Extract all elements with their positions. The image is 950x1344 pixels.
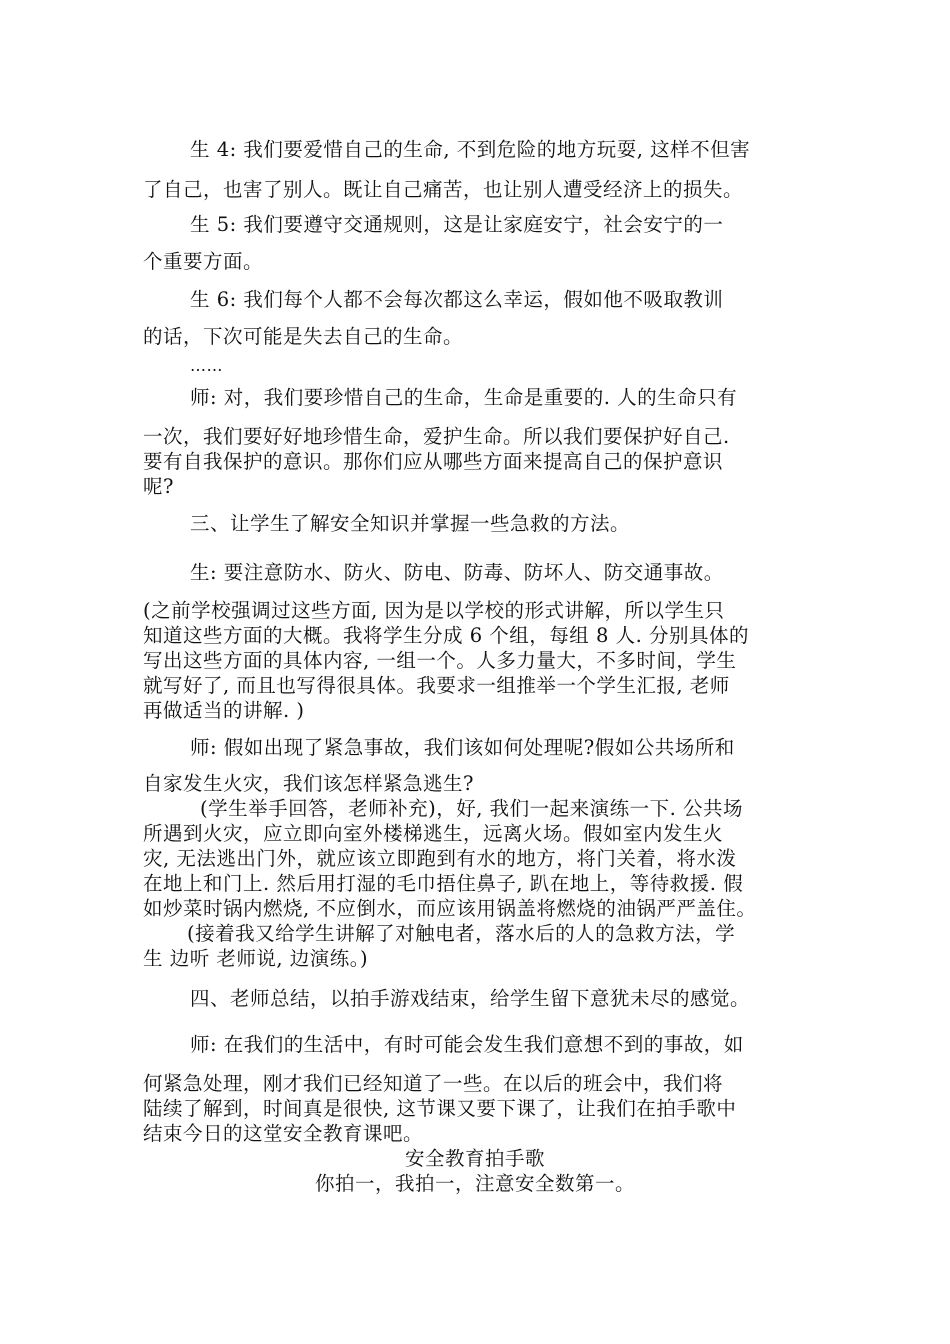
song-line: 你拍一，我拍一，注意安全数第一。 [314, 1172, 635, 1195]
song-title: 安全教育拍手歌 [404, 1147, 545, 1170]
paragraph-line: 生: 要注意防水、防火、防电、防毒、防坏人、防交通事故。 [190, 561, 724, 584]
paragraph-line: 所遇到火灾，应立即向室外楼梯逃生，远离火场。假如室内发生火 [143, 822, 724, 845]
paragraph-line: 的话，下次可能是失去自己的生命。 [143, 325, 464, 348]
paragraph-line: 再做适当的讲解. ) [143, 699, 305, 722]
paragraph-line: (接着我又给学生讲解了对触电者，落水后的人的急救方法，学 [187, 922, 736, 945]
section-heading: 四、老师总结，以拍手游戏结束，给学生留下意犹未尽的感觉。 [190, 987, 751, 1010]
paragraph-line: 写出这些方面的具体内容, 一组一个。人多力量大，不多时间，学生 [143, 649, 737, 672]
paragraph-line: 生 边听 老师说, 边演练。) [143, 947, 369, 970]
ellipsis-line: …… [190, 356, 223, 375]
paragraph-line: 生 6: 我们每个人都不会每次都这么幸运，假如他不吸取教训 [190, 288, 724, 311]
paragraph-line: 生 4: 我们要爱惜自己的生命, 不到危险的地方玩耍, 这样不但害 [190, 138, 751, 161]
paragraph-line: 生 5: 我们要遵守交通规则，这是让家庭安宁，社会安宁的一 [190, 213, 724, 236]
paragraph-line: (学生举手回答，老师补充)，好, 我们一起来演练一下. 公共场 [200, 797, 744, 820]
paragraph-line: 师: 对，我们要珍惜自己的生命，生命是重要的. 人的生命只有 [190, 386, 738, 409]
paragraph-line: 灾, 无法逃出门外，就应该立即跑到有水的地方，将门关着，将水泼 [143, 847, 737, 870]
paragraph-line: 知道这些方面的大概。我将学生分成 6 个组，每组 8 人. 分别具体的 [143, 624, 750, 647]
paragraph-line: 要有自我保护的意识。那你们应从哪些方面来提高自己的保护意识 [143, 450, 724, 473]
paragraph-line: 就写好了, 而且也写得很具体。我要求一组推举一个学生汇报, 老师 [143, 674, 730, 697]
paragraph-line: 陆续了解到，时间真是很快, 这节课又要下课了，让我们在拍手歌中 [143, 1097, 737, 1120]
paragraph-line: 师: 假如出现了紧急事故，我们该如何处理呢?假如公共场所和 [190, 736, 735, 759]
paragraph-line: 如炒菜时锅内燃烧, 不应倒水，而应该用锅盖将燃烧的油锅严严盖住。 [143, 897, 757, 920]
paragraph-line: 在地上和门上. 然后用打湿的毛巾捂住鼻子, 趴在地上，等待救援. 假 [143, 872, 744, 895]
paragraph-line: 自家发生火灾，我们该怎样紧急逃生? [143, 772, 474, 795]
section-heading: 三、让学生了解安全知识并掌握一些急救的方法。 [190, 512, 631, 535]
paragraph-line: 个重要方面。 [143, 250, 264, 273]
paragraph-line: 师: 在我们的生活中，有时可能会发生我们意想不到的事故，如 [190, 1033, 744, 1056]
paragraph-line: 结束今日的这堂安全教育课吧。 [143, 1122, 424, 1145]
paragraph-line: 一次，我们要好好地珍惜生命，爱护生命。所以我们要保护好自己. [143, 425, 730, 448]
paragraph-line: 了自己，也害了别人。既让自己痛苦，也让别人遭受经济上的损失。 [143, 178, 744, 201]
paragraph-line: (之前学校强调过这些方面, 因为是以学校的形式讲解，所以学生只 [143, 599, 725, 622]
paragraph-line: 呢? [143, 475, 174, 498]
paragraph-line: 何紧急处理，刚才我们已经知道了一些。在以后的班会中，我们将 [143, 1072, 724, 1095]
